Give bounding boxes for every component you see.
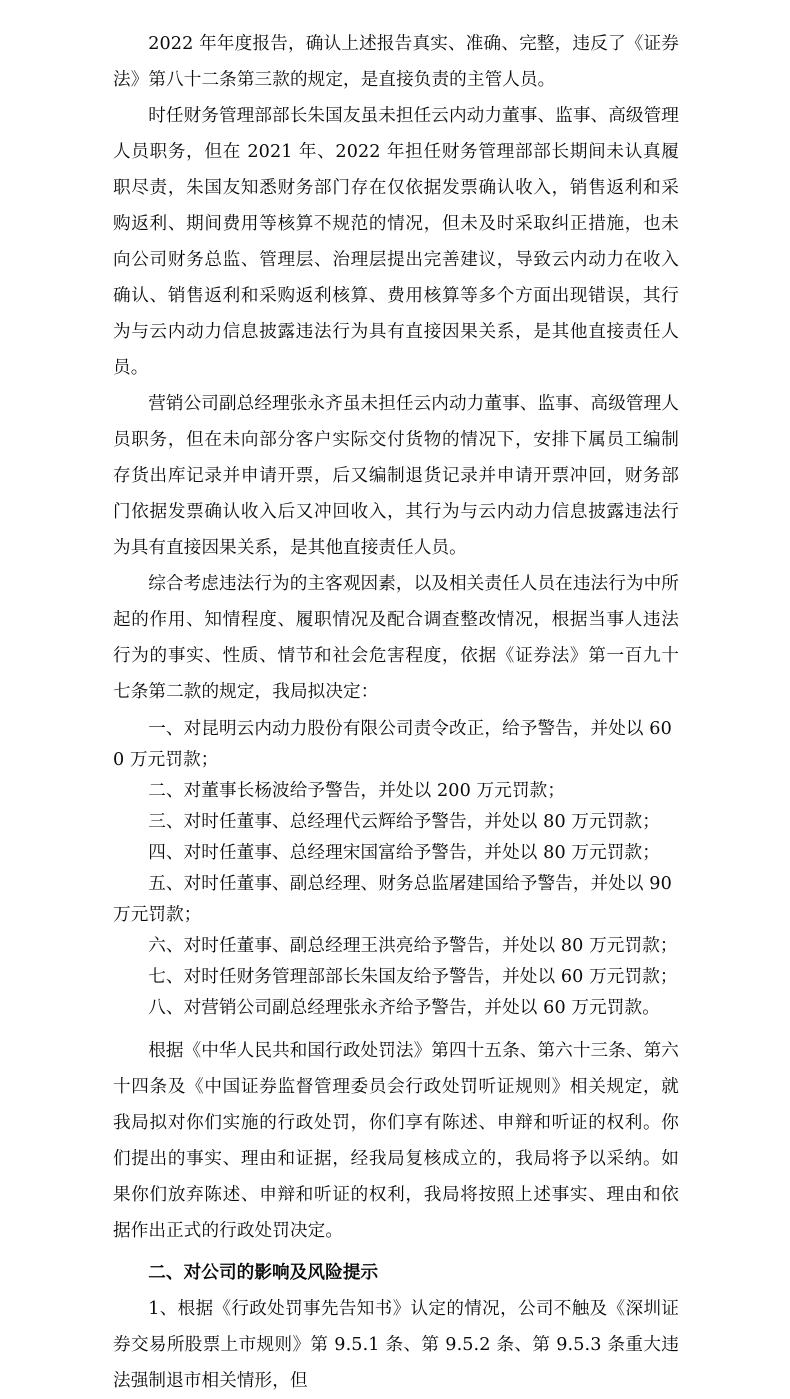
paragraph-zhu-guoyou: 时任财务管理部部长朱国友虽未担任云内动力董事、监事、高级管理人员职务，但在 2021 年、2022 年担任财务管理部部长期间未认真履职尽责，朱国友知悉财务部门存在仅依据发票确认收入，销售返利和采购返利、期间费用等核算不规范的情况，但未及时采取纠正措施，也未向公司财务总监、管理层、治理层提出完善建议，导致云内动力在收入确认、销售返利和采购返利核算、费用核算等多个方面出现错误，其行为与云内动力信息披露违法行为具有直接因果关系，是其他直接责任人员。 — [113, 106, 680, 378]
penalty-decision-list — [113, 714, 679, 1024]
paragraph-zhang-yongqi: 营销公司副总经理张永齐虽未担任云内动力董事、监事、高级管理人员职务，但在未向部分客户实际交付货物的情况下，安排下属员工编制存货出库记录并申请开票，后又编制退货记录并申请开票冲回，财务部门依据发票确认收入后又冲回收入，其行为与云内动力信息披露违法行为具有直接因果关系，是其他直接责任人员。 — [113, 394, 680, 558]
penalty-item-7: 七、对时任财务管理部部长朱国友给予警告，并处以 60 万元罚款； — [148, 967, 678, 987]
penalty-item-6: 六、对时任董事、副总经理王洪亮给予警告，并处以 80 万元罚款； — [148, 936, 678, 956]
paragraph-hearing-rights: 根据《中华人民共和国行政处罚法》第四十五条、第六十三条、第六十四条及《中国证券监督管理委员会行政处罚听证规则》相关规定，就我局拟对你们实施的行政处罚，你们享有陈述、申辩和听证的权利。你们提出的事实、理由和证据，经我局复核成立的，我局将予以采纳。如果你们放弃陈述、申辩和听证的权利，我局将按照上述事实、理由和依据作出正式的行政处罚决定。 — [113, 1041, 680, 1241]
penalty-item-1: 一、对昆明云内动力股份有限公司责令改正，给予警告，并处以 600 万元罚款； — [113, 719, 672, 770]
penalty-item-5: 五、对时任董事、副总经理、财务总监屠建国给予警告，并处以 90 万元罚款； — [113, 874, 672, 925]
paragraph-section-two-item-1: 1、根据《行政处罚事先告知书》认定的情况，公司不触及《深圳证券交易所股票上市规则》第 9.5.1 条、第 9.5.2 条、第 9.5.3 条重大违法强制退市相关情形，但 — [113, 1299, 679, 1391]
penalty-item-8: 八、对营销公司副总经理张永齐给予警告，并处以 60 万元罚款。 — [148, 998, 660, 1018]
paragraph-decision-intro: 综合考虑违法行为的主客观因素，以及相关责任人员在违法行为中所起的作用、知情程度、履职情况及配合调查整改情况，根据当事人违法行为的事实、性质、情节和社会危害程度，依据《证券法》第一百九十七条第二款的规定，我局拟决定： — [113, 574, 680, 702]
document-body — [113, 26, 679, 1399]
section-heading-impact-and-risk: 二、对公司的影响及风险提示 — [148, 1262, 379, 1283]
paragraph-continuation: 2022 年年度报告，确认上述报告真实、准确、完整，违反了《证券法》第八十二条第三款的规定，是直接负责的主管人员。 — [113, 34, 679, 90]
penalty-item-2: 二、对董事长杨波给予警告，并处以 200 万元罚款； — [148, 781, 566, 801]
penalty-item-4: 四、对时任董事、总经理宋国富给予警告，并处以 80 万元罚款； — [148, 843, 660, 863]
penalty-item-3: 三、对时任董事、总经理代云辉给予警告，并处以 80 万元罚款； — [148, 812, 660, 832]
